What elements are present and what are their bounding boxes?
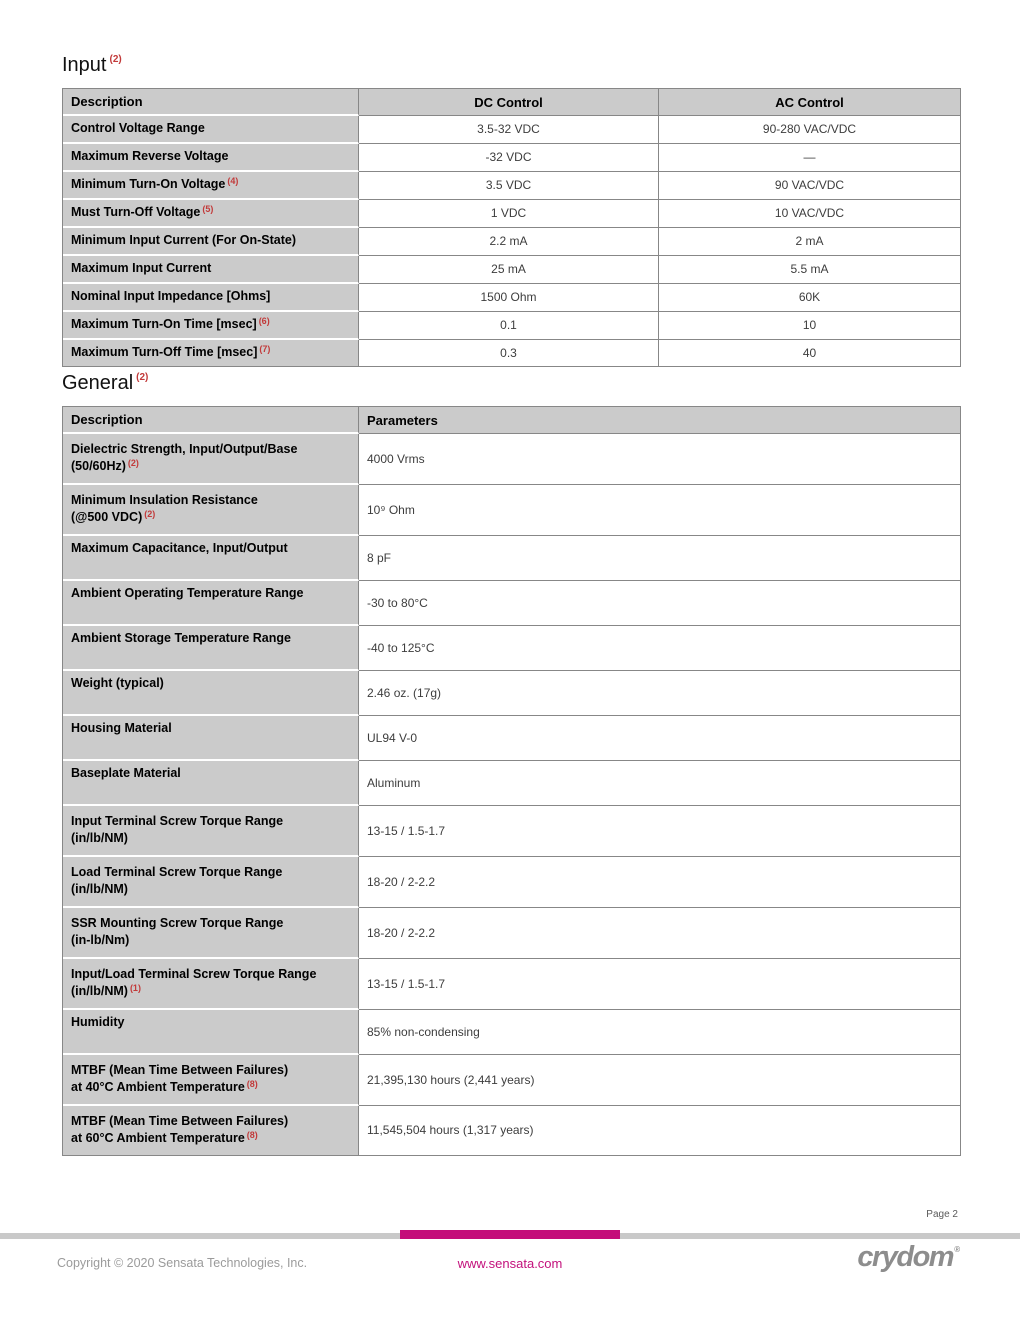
- dc-control-value: 0.1: [359, 312, 659, 340]
- row-description-cell: [63, 256, 359, 284]
- row-description-cell: [63, 340, 359, 366]
- ac-control-value: 90 VAC/VDC: [659, 172, 960, 200]
- page-number: Page 2: [926, 1209, 958, 1220]
- row-label: Ambient Operating Temperature Range: [71, 586, 304, 600]
- column-header-description: Description: [63, 89, 359, 116]
- column-header-ac-control: AC Control: [659, 89, 960, 116]
- dc-control-value: 0.3: [359, 340, 659, 366]
- footnote-marker: (2): [144, 509, 156, 519]
- table-row: [63, 857, 960, 908]
- row-label-line2: [71, 737, 350, 755]
- table-row: [63, 1106, 960, 1155]
- row-label: Input/Load Terminal Screw Torque Range: [71, 967, 317, 981]
- section-title-footnote: (2): [109, 54, 122, 66]
- row-description-cell: [63, 116, 359, 144]
- footnote-marker: (4): [227, 176, 239, 186]
- row-label: Nominal Input Impedance [Ohms]: [71, 289, 271, 303]
- row-label-line2: [71, 602, 350, 620]
- footnote-marker: (8): [246, 1079, 258, 1089]
- dc-control-value: 1500 Ohm: [359, 284, 659, 312]
- row-description-cell: [63, 144, 359, 172]
- row-description-cell: [63, 908, 359, 959]
- parameter-value: 85% non-condensing: [359, 1010, 960, 1055]
- table-row: [63, 806, 960, 857]
- row-label: Dielectric Strength, Input/Output/Base: [71, 442, 298, 456]
- ac-control-value: 40: [802, 345, 817, 360]
- row-label: Maximum Input Current: [71, 261, 212, 275]
- row-description-cell: [63, 536, 359, 581]
- row-description-cell: [63, 312, 359, 340]
- table-row: [63, 581, 960, 626]
- table-row: [63, 434, 960, 485]
- row-label-line2: [71, 830, 350, 848]
- footnote-marker: (1): [129, 983, 141, 993]
- row-description-cell: [63, 1010, 359, 1055]
- row-description-cell: [63, 200, 359, 228]
- row-label-line2: [71, 458, 350, 476]
- general-table-body: [63, 434, 960, 1155]
- row-label-line2: [71, 509, 350, 527]
- table-row: [63, 144, 960, 172]
- table-row: [63, 761, 960, 806]
- row-label-line2: [71, 983, 350, 1001]
- general-table: [62, 406, 961, 1156]
- ac-control-value: 2 mA: [659, 228, 960, 256]
- parameter-value: -40 to 125°C: [359, 626, 960, 671]
- table-row: [63, 536, 960, 581]
- parameter-value: 11,545,504 hours (1,317 years): [367, 1123, 534, 1137]
- row-description-cell: [63, 228, 359, 256]
- dc-control-value: -32 VDC: [359, 144, 659, 172]
- footnote-marker: (5): [202, 204, 214, 214]
- footnote-marker: (6): [258, 316, 270, 326]
- table-row: [63, 228, 960, 256]
- table-row: [63, 716, 960, 761]
- row-label-line2: [71, 557, 350, 575]
- parameter-value: 10⁹ Ohm: [359, 485, 960, 536]
- row-label: Control Voltage Range: [71, 121, 205, 135]
- footnote-marker: (7): [259, 344, 271, 354]
- row-label-line2-text: at 60°C Ambient Temperature: [71, 1131, 245, 1145]
- general-table-header-row: [63, 407, 960, 434]
- table-row: [63, 116, 960, 144]
- row-description-cell: [63, 485, 359, 536]
- row-label: Baseplate Material: [71, 766, 181, 780]
- row-description-cell: [63, 857, 359, 908]
- row-label-line2: [71, 932, 350, 950]
- website-link[interactable]: www.sensata.com: [457, 1256, 563, 1271]
- row-label: SSR Mounting Screw Torque Range: [71, 916, 284, 930]
- row-label: Maximum Reverse Voltage: [71, 149, 229, 163]
- footnote-marker: (8): [246, 1130, 258, 1140]
- row-label: Load Terminal Screw Torque Range: [71, 865, 283, 879]
- ac-control-value: 5.5 mA: [659, 256, 960, 284]
- row-description-cell: [63, 172, 359, 200]
- row-description-cell: [63, 671, 359, 716]
- dc-control-value: 1 VDC: [359, 200, 659, 228]
- row-description-cell: [63, 761, 359, 806]
- section-title: General: [62, 372, 134, 394]
- row-label-line2: [71, 1079, 350, 1097]
- row-description-cell: [63, 581, 359, 626]
- row-label: Input Terminal Screw Torque Range: [71, 814, 284, 828]
- parameter-value: 13-15 / 1.5-1.7: [359, 959, 960, 1010]
- row-label: Weight (typical): [71, 676, 164, 690]
- table-row: [63, 1055, 960, 1106]
- row-label: Maximum Turn-On Time [msec]: [71, 317, 257, 331]
- row-label: Maximum Capacitance, Input/Output: [71, 541, 288, 555]
- dc-control-value: 25 mA: [359, 256, 659, 284]
- footer-accent-bar: [400, 1230, 620, 1239]
- column-header-description: Description: [63, 407, 359, 434]
- row-label-line2: [71, 881, 350, 899]
- row-description-cell: [63, 806, 359, 857]
- row-label: Humidity: [71, 1015, 125, 1029]
- column-header-parameters: Parameters: [359, 407, 960, 434]
- parameter-value: 8 pF: [359, 536, 960, 581]
- section-title-footnote: (2): [136, 372, 149, 384]
- row-label-line2-text: (@500 VDC): [71, 510, 143, 524]
- row-label-line2-text: (in/lb/NM): [71, 882, 128, 896]
- row-label-line2: [71, 782, 350, 800]
- row-label: MTBF (Mean Time Between Failures): [71, 1114, 289, 1128]
- parameter-value: -30 to 80°C: [359, 581, 960, 626]
- row-description-cell: [63, 1106, 359, 1155]
- row-description-cell: [63, 434, 359, 485]
- row-label-line2-text: (in-lb/Nm): [71, 933, 130, 947]
- row-label: Must Turn-Off Voltage: [71, 205, 201, 219]
- ac-control-value: 10: [659, 312, 960, 340]
- input-table: [62, 88, 961, 367]
- row-label: Maximum Turn-Off Time [msec]: [71, 345, 258, 359]
- crydom-logo: [857, 1241, 960, 1274]
- dc-control-value: 3.5-32 VDC: [359, 116, 659, 144]
- row-label-line2-text: at 40°C Ambient Temperature: [71, 1080, 245, 1094]
- table-row: [63, 1010, 960, 1055]
- parameter-value: 13-15 / 1.5-1.7: [359, 806, 960, 857]
- row-label-line2: [71, 647, 350, 665]
- row-label-line2: [71, 1130, 350, 1148]
- table-row: [63, 284, 960, 312]
- table-row: [63, 959, 960, 1010]
- row-label-line2-text: (in/lb/NM): [71, 984, 128, 998]
- footnote-marker: (2): [127, 458, 139, 468]
- table-row: [63, 172, 960, 200]
- row-label-line2-text: (in/lb/NM): [71, 831, 128, 845]
- row-description-cell: [63, 626, 359, 671]
- row-label: Ambient Storage Temperature Range: [71, 631, 291, 645]
- table-row: [63, 340, 960, 366]
- row-label: Minimum Turn-On Voltage: [71, 177, 226, 191]
- section-title: Input: [62, 54, 107, 76]
- parameter-value: Aluminum: [359, 761, 960, 806]
- parameter-value: 18-20 / 2-2.2: [359, 908, 960, 959]
- ac-control-value: 10 VAC/VDC: [659, 200, 960, 228]
- table-row: [63, 256, 960, 284]
- row-label-line2-text: (50/60Hz): [71, 459, 126, 473]
- row-label: Housing Material: [71, 721, 172, 735]
- row-label: Minimum Input Current (For On-State): [71, 233, 296, 247]
- parameter-value: 18-20 / 2-2.2: [359, 857, 960, 908]
- parameter-value: 2.46 oz. (17g): [359, 671, 960, 716]
- row-label: Minimum Insulation Resistance: [71, 493, 258, 507]
- row-description-cell: [63, 959, 359, 1010]
- row-label-line2: [71, 692, 350, 710]
- dc-control-value: 3.5 VDC: [359, 172, 659, 200]
- row-description-cell: [63, 1055, 359, 1106]
- registered-trademark-icon: ®: [954, 1245, 960, 1254]
- row-description-cell: [63, 284, 359, 312]
- row-label: MTBF (Mean Time Between Failures): [71, 1063, 289, 1077]
- crydom-logo-text: crydom: [857, 1241, 954, 1273]
- ac-control-value: —: [659, 144, 960, 172]
- table-row: [63, 312, 960, 340]
- row-label-line2: [71, 1031, 350, 1049]
- ac-control-value: 90-280 VAC/VDC: [659, 116, 960, 144]
- input-table-header-row: [63, 89, 960, 116]
- ac-control-value: 60K: [659, 284, 960, 312]
- table-row: [63, 200, 960, 228]
- parameter-value: 21,395,130 hours (2,441 years): [359, 1055, 960, 1106]
- column-header-dc-control: DC Control: [359, 89, 659, 116]
- parameter-value: UL94 V-0: [359, 716, 960, 761]
- input-table-body: [63, 116, 960, 366]
- input-section-heading: [62, 54, 122, 77]
- dc-control-value: 2.2 mA: [359, 228, 659, 256]
- table-row: [63, 671, 960, 716]
- table-row: [63, 908, 960, 959]
- parameter-value: 4000 Vrms: [359, 434, 960, 485]
- table-row: [63, 626, 960, 671]
- general-section-heading: [62, 372, 148, 395]
- table-row: [63, 485, 960, 536]
- row-description-cell: [63, 716, 359, 761]
- copyright-text: Copyright © 2020 Sensata Technologies, Inc.: [57, 1256, 308, 1270]
